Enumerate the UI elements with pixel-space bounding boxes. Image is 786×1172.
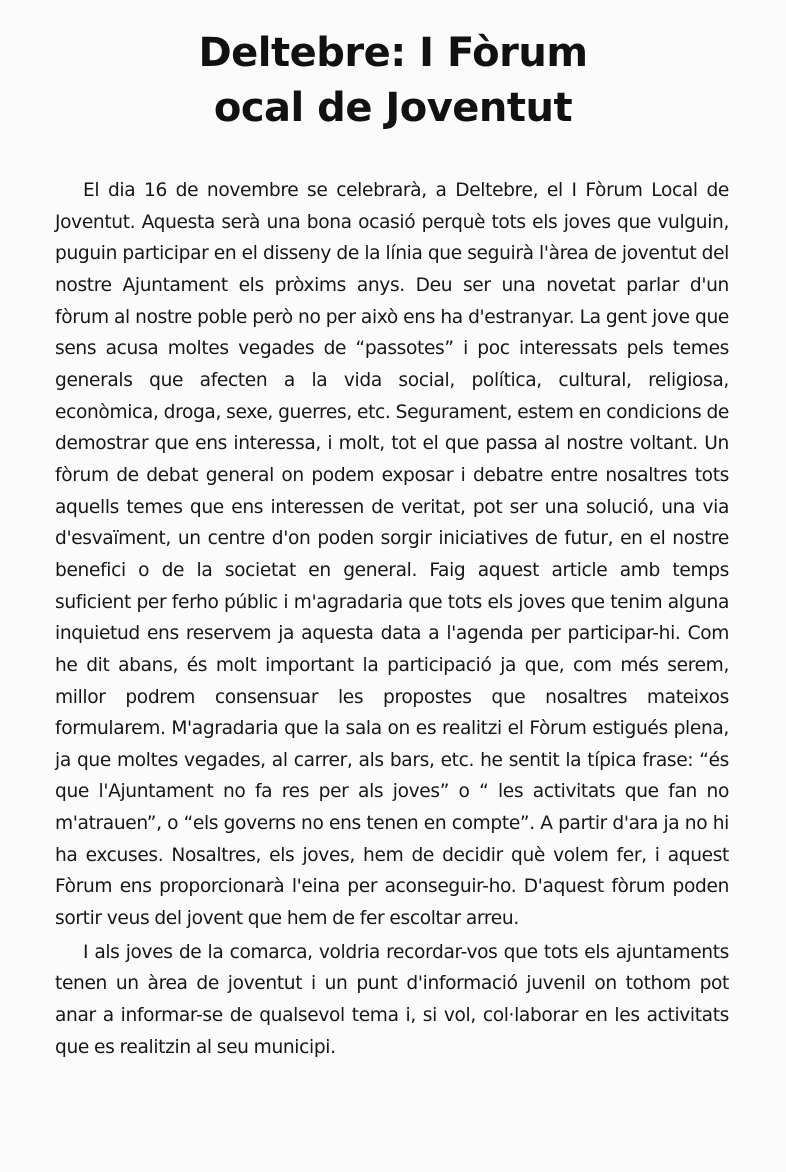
article-paragraph-2: I als joves de la comarca, voldria recordar-vos que tots els ajuntaments tenen un àrea de joventut i un punt d'informació juvenil on tothom pot anar a informar-se de qualsevol tema i, si vol, col·laborar en les activitats que es realitzin al seu municipi. — [55, 941, 729, 1058]
article-title-line-2: ocal de Joventut — [213, 85, 573, 131]
article-title — [0, 26, 786, 136]
article-title-line-1: Deltebre: I Fòrum — [198, 30, 588, 76]
article-paragraph-1: El dia 16 de novembre se celebrarà, a Deltebre, el I Fòrum Local de Joventut. Aquesta serà una bona ocasió perquè tots els joves que vulguin, puguin participar en el disseny de la línia que seguirà l'àrea de joventut del nostre Ajuntament els pròxims anys. Deu ser una novetat parlar d'un fòrum al nostre poble però no per això ens ha d'estranyar. La gent jove que sens acusa moltes vegades de “passotes” i poc interessats pels temes generals que afecten a la vida social, política, cultural, religiosa, econòmica, droga, sexe, guerres, etc. Segurament, estem en condicions de demostrar que ens interessa, i molt, tot el que passa al nostre voltant. Un fòrum de debat general on podem exposar i debatre entre nosaltres tots aquells temes que ens interessen de veritat, pot ser una solució, una via d'esvaïment, un centre d'on poden sorgir iniciatives de futur, en el nostre benefici o de la societat en general. Faig aquest article amb temps suficient per ferho públic i m'agradaria que tots els joves que tenim alguna inquietud ens reservem ja aquesta data a l'agenda per participar-hi. Com he dit abans, és molt important la participació ja que, com més serem, millor podrem consensuar les propostes que nosaltres mateixos formularem. M'agradaria que la sala on es realitzi el Fòrum estigués plena, ja que moltes vegades, al carrer, als bars, etc. he sentit la típica frase: “és que l'Ajuntament no fa res per als joves” o “ les activitats que fan no m'atrauen”, o “els governs no ens tenen en compte”. A partir d'ara ja no hi ha excuses. Nosaltres, els joves, hem de decidir què volem fer, i aquest Fòrum ens proporcionarà l'eina per aconseguir-ho. D'aquest fòrum poden sortir veus del jovent que hem de fer escoltar arreu. — [55, 180, 729, 930]
article-body — [55, 175, 729, 1063]
